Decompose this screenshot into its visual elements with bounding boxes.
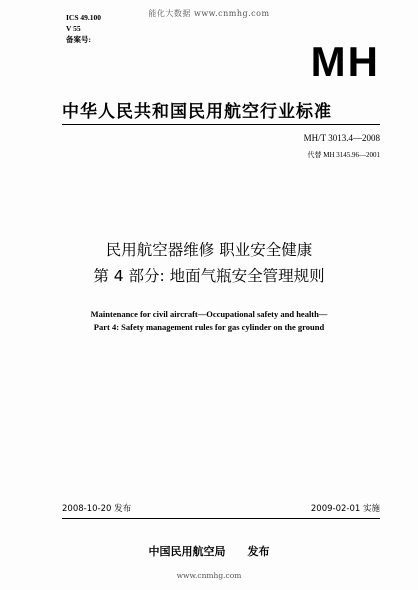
publisher-name: 中国民用航空局	[148, 545, 226, 558]
issue-date: 2008-10-20 发布	[62, 504, 132, 514]
chinese-title	[0, 237, 418, 289]
watermark-top: 能化大数据 www.cnmhg.com	[148, 9, 270, 18]
class-code: V 55	[66, 24, 81, 33]
publisher-line	[0, 543, 418, 559]
english-title-line1: Maintenance for civil aircraft—Occupational safety and health—	[90, 309, 328, 319]
classification-block	[66, 12, 101, 45]
watermark-bottom: www.cnmhg.com	[176, 571, 242, 580]
mh-logo: MH	[310, 38, 380, 85]
chinese-title-line1: 民用航空器维修 职业安全健康	[105, 241, 313, 259]
ics-code: ICS 49.100	[66, 13, 102, 22]
implementation-date: 2009-02-01 实施	[310, 504, 380, 514]
header-divider	[62, 124, 380, 125]
publisher-action: 发布	[247, 545, 270, 558]
replaces-standard: 代替 MH 3145.96—2001	[307, 151, 380, 159]
standard-title: 中华人民共和国民用航空行业标准	[62, 102, 332, 122]
chinese-title-line2: 第 4 部分: 地面气瓶安全管理规则	[93, 267, 325, 285]
english-title-line2: Part 4: Safety management rules for gas cylinder on the ground	[93, 322, 325, 332]
footer-divider	[62, 518, 380, 519]
standard-number: MH/T 3013.4—2008	[303, 133, 380, 143]
record-number-label: 备案号:	[66, 35, 91, 44]
english-title	[0, 308, 418, 334]
